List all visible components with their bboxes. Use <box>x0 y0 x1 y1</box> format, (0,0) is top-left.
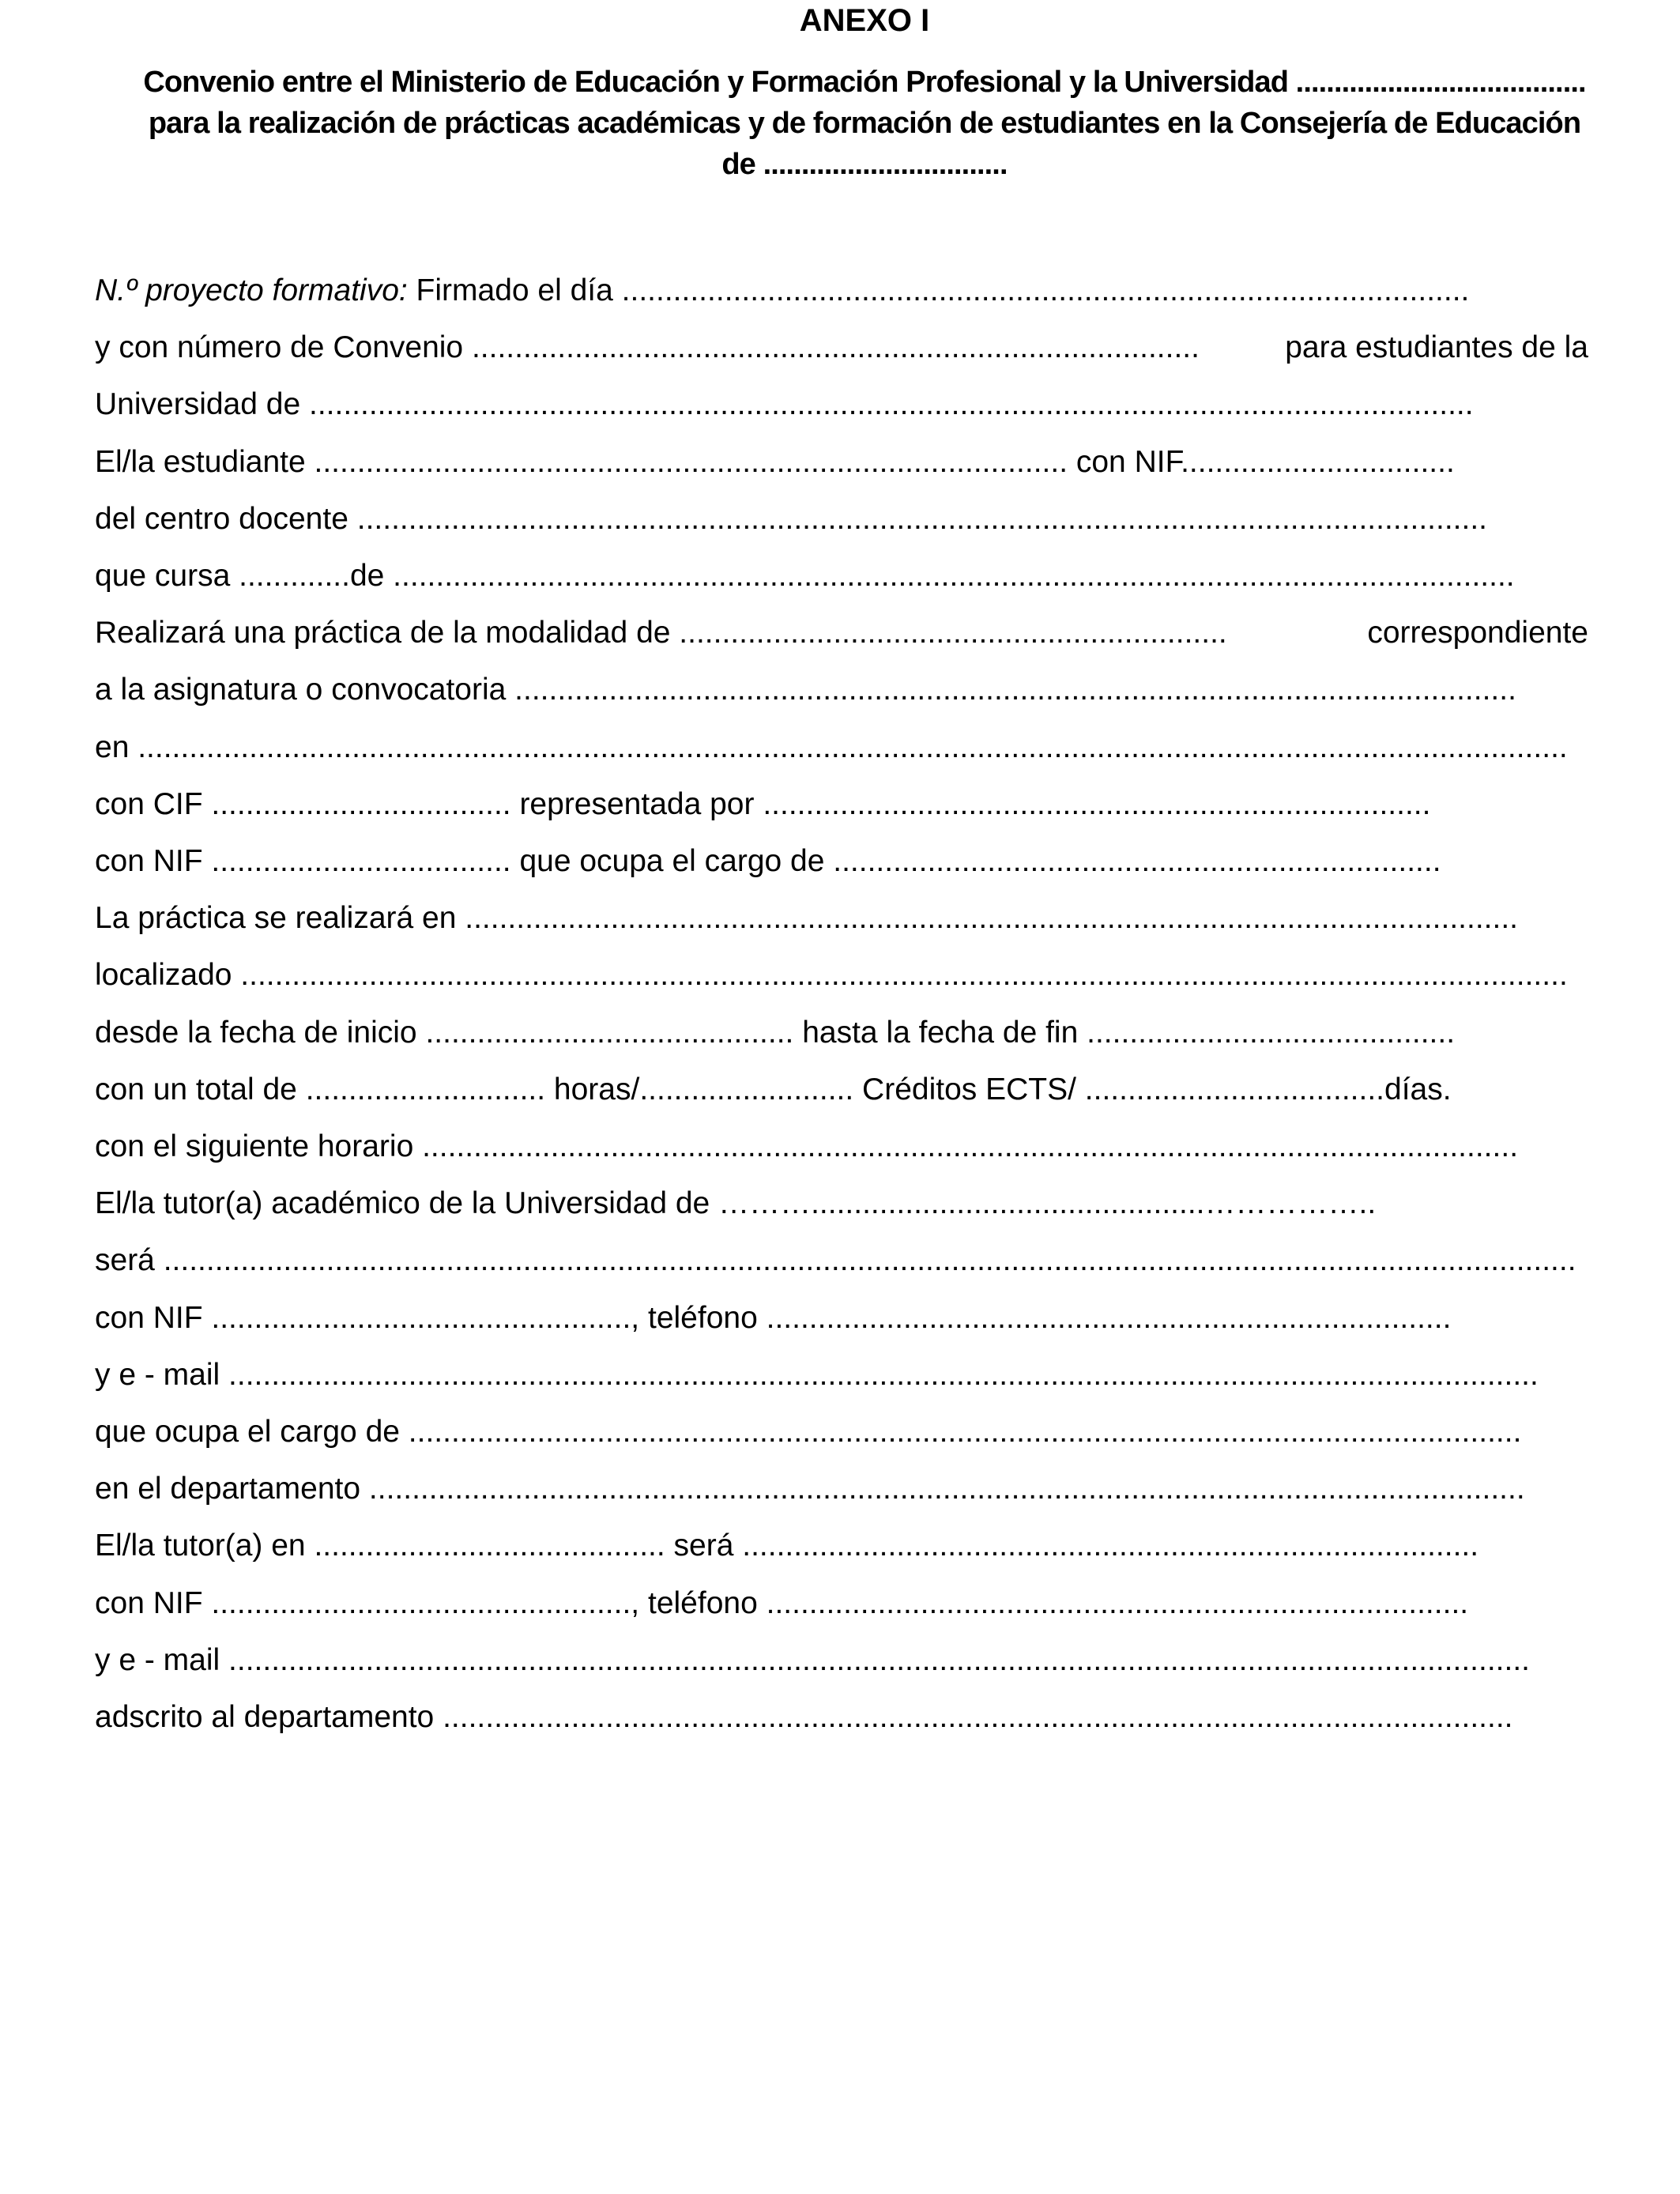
form-line <box>95 1464 1588 1514</box>
form-line-right-text: correspondiente <box>1367 616 1588 650</box>
form-line-text: con NIF ................................................., teléfono ................................................................................ <box>95 1300 1452 1335</box>
form-line-text: con el siguiente horario ................................................................................................................................ <box>95 1129 1519 1163</box>
form-line <box>95 665 1588 715</box>
form-line-text: localizado ........................................................................................................................................................... <box>95 958 1568 993</box>
form-line-text: y e - mail ......................................................................................................................................................... <box>95 1357 1539 1392</box>
form-line-text: con un total de ............................ horas/......................... Créditos ECTS/ ...................................días. <box>95 1072 1452 1106</box>
form-line-right-text: para estudiantes de la <box>1285 330 1588 365</box>
form-line <box>95 1178 1588 1229</box>
form-line-text: El/la tutor(a) en ......................................... será ...................................................................................... <box>95 1529 1479 1563</box>
form-line <box>95 779 1588 830</box>
agreement-subtitle <box>79 62 1650 185</box>
form-line <box>95 1578 1588 1629</box>
form-line <box>95 1235 1588 1286</box>
form-line-text: Firmado el día ................................................................................................... <box>407 273 1470 307</box>
form-line-text: La práctica se realizará en ........................................................................................................................... <box>95 901 1519 936</box>
form-line-text: El/la estudiante ........................................................................................ con NIF................................ <box>95 444 1455 479</box>
form-line <box>95 722 1588 773</box>
form-line-text: Universidad de ........................................................................................................................................ <box>95 387 1474 422</box>
form-line-text: en el departamento ....................................................................................................................................... <box>95 1472 1525 1506</box>
form-line <box>95 1521 1588 1571</box>
form-line <box>95 437 1588 488</box>
form-line <box>95 608 1588 658</box>
form-line-text: que cursa .............de ................................................................................................................................... <box>95 559 1515 593</box>
form-line-text: será ..................................................................................................................................................................... <box>95 1243 1576 1278</box>
form-line-text: adscrito al departamento ............................................................................................................................. <box>95 1700 1513 1734</box>
form-line <box>95 379 1588 430</box>
subtitle-line: para la realización de prácticas académicas y de formación de estudiantes en la Consejería de Educación <box>148 107 1581 140</box>
form-line <box>95 1350 1588 1400</box>
form-line <box>95 836 1588 887</box>
subtitle-line: Convenio entre el Ministerio de Educación y Formación Profesional y la Universidad ...................................... <box>143 66 1586 99</box>
form-line <box>95 551 1588 601</box>
form-line <box>95 322 1588 373</box>
form-line-text: a la asignatura o convocatoria ..................................................................................................................... <box>95 673 1516 707</box>
form-line-text: desde la fecha de inicio ........................................... hasta la fecha de fin ........................................... <box>95 1015 1456 1050</box>
subtitle-line: de ................................ <box>721 148 1008 181</box>
form-line-text: con NIF ................................... que ocupa el cargo de ....................................................................... <box>95 844 1441 878</box>
form-line <box>95 1635 1588 1686</box>
form-line-text: en ....................................................................................................................................................................... <box>95 729 1568 764</box>
form-line-text: El/la tutor(a) académico de la Universidad de ………..............................................…………….. <box>95 1186 1377 1221</box>
form-line <box>95 1008 1588 1058</box>
form-line <box>95 494 1588 545</box>
form-line <box>95 950 1588 1001</box>
form-line <box>95 266 1588 316</box>
form-line <box>95 1692 1588 1743</box>
form-line-text: y con número de Convenio ..................................................................................... <box>95 330 1200 365</box>
form-line <box>95 893 1588 944</box>
form-line <box>95 1065 1588 1115</box>
form-line-text: del centro docente .................................................................................................................................... <box>95 501 1488 536</box>
annex-title: ANEXO I <box>799 3 930 38</box>
form-line <box>95 1293 1588 1344</box>
form-label-italic: N.º proyecto formativo: <box>95 273 408 307</box>
form-line-text: con CIF ................................... representada por .............................................................................. <box>95 786 1431 821</box>
form-line <box>95 1122 1588 1172</box>
form-line-text: con NIF ................................................., teléfono .................................................................................. <box>95 1585 1469 1620</box>
form-line <box>95 1407 1588 1457</box>
form-line-text: Realizará una práctica de la modalidad de ................................................................ <box>95 616 1227 650</box>
form-line-text: que ocupa el cargo de .................................................................................................................................. <box>95 1415 1522 1449</box>
form-line-text: y e - mail ........................................................................................................................................................ <box>95 1642 1531 1677</box>
